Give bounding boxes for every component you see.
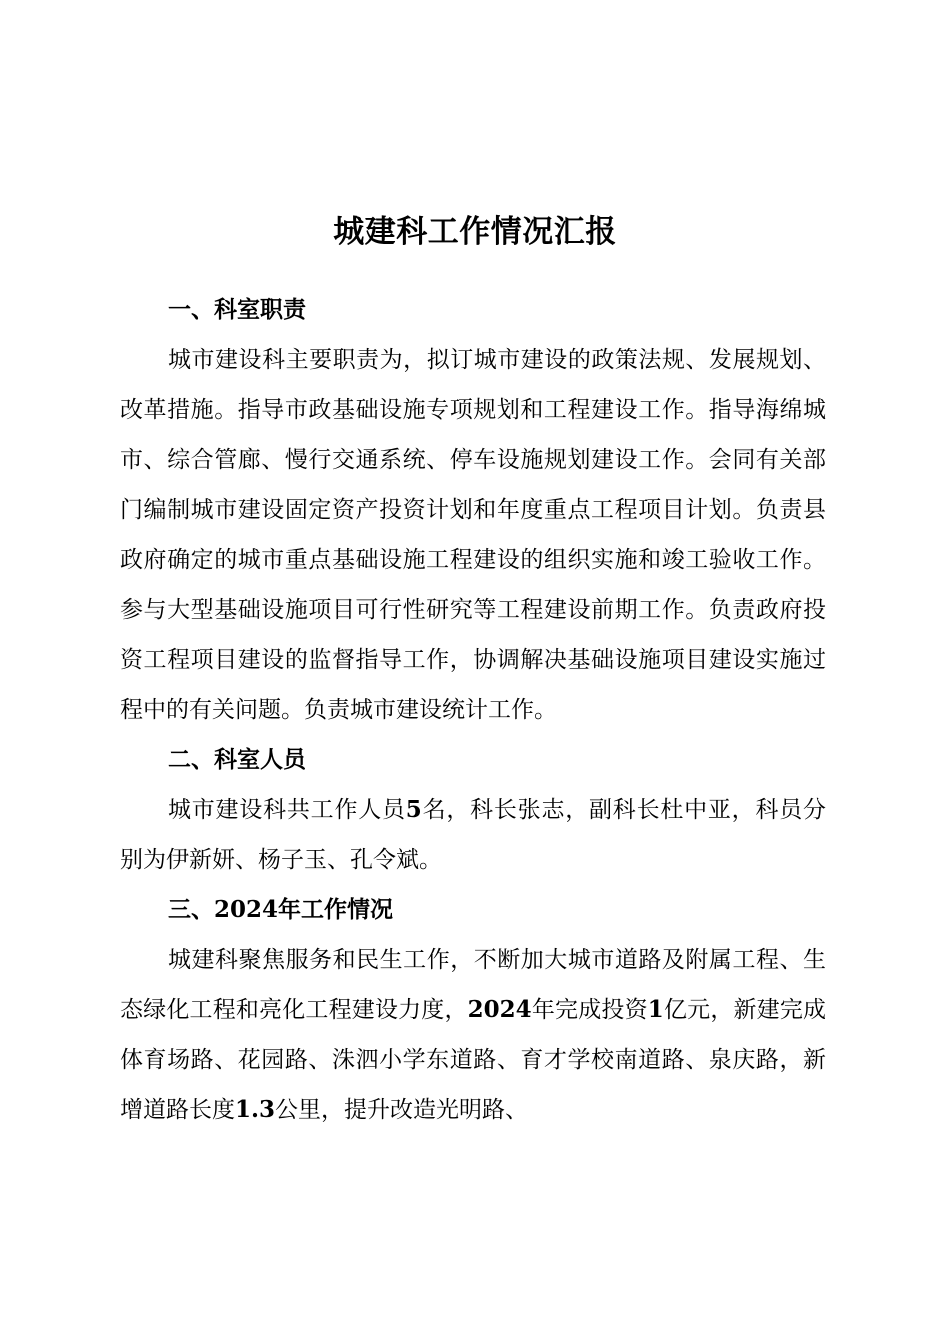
paragraph-text: 公里，提升改造光明路、 [275, 1097, 529, 1123]
document-title: 城建科工作情况汇报 [333, 213, 617, 250]
paragraph-text: 城建科聚焦服务和民生工作，不断加大城市道路及附属工程、生态绿化工程和亮化工程建设力度， [120, 947, 826, 1023]
staff-count: 5 [405, 796, 422, 823]
road-length-number: 1.3 [235, 1096, 276, 1123]
document-body [120, 285, 826, 1135]
paragraph-text: 亿元，新建完成体育场路、花园路、洙泗小学东道路、育才学校南道路、泉庆路，新增道路长度 [120, 997, 827, 1123]
section-heading: 二、科室人员 [168, 746, 306, 773]
paragraph-text: 城市建设科共工作人员 [168, 797, 406, 823]
section-paragraph [120, 935, 826, 1135]
section-heading: 一、科室职责 [168, 296, 306, 323]
section-paragraph: 城市建设科主要职责为，拟订城市建设的政策法规、发展规划、改革措施。指导市政基础设施专项规划和工程建设工作。指导海绵城市、综合管廊、慢行交通系统、停车设施规划建设工作。会同有关部门编制城市建设固定资产投资计划和年度重点工程项目计划。负责县政府确定的城市重点基础设施工程建设的组织实施和竣工验收工作。参与大型基础设施项目可行性研究等工程建设前期工作。负责政府投资工程项目建设的监督指导工作，协调解决基础设施项目建设实施过程中的有关问题。负责城市建设统计工作。 [120, 347, 826, 723]
section-paragraph [120, 785, 826, 885]
paragraph-text: 名，科长张志，副科长杜中亚，科员分别为伊新妍、杨子玉、孔令斌。 [120, 797, 827, 873]
year-number: 2024 [467, 996, 532, 1023]
section-heading: 三、2024年工作情况 [168, 896, 394, 923]
paragraph-text: 年完成投资 [531, 997, 648, 1023]
investment-number: 1 [647, 996, 664, 1023]
